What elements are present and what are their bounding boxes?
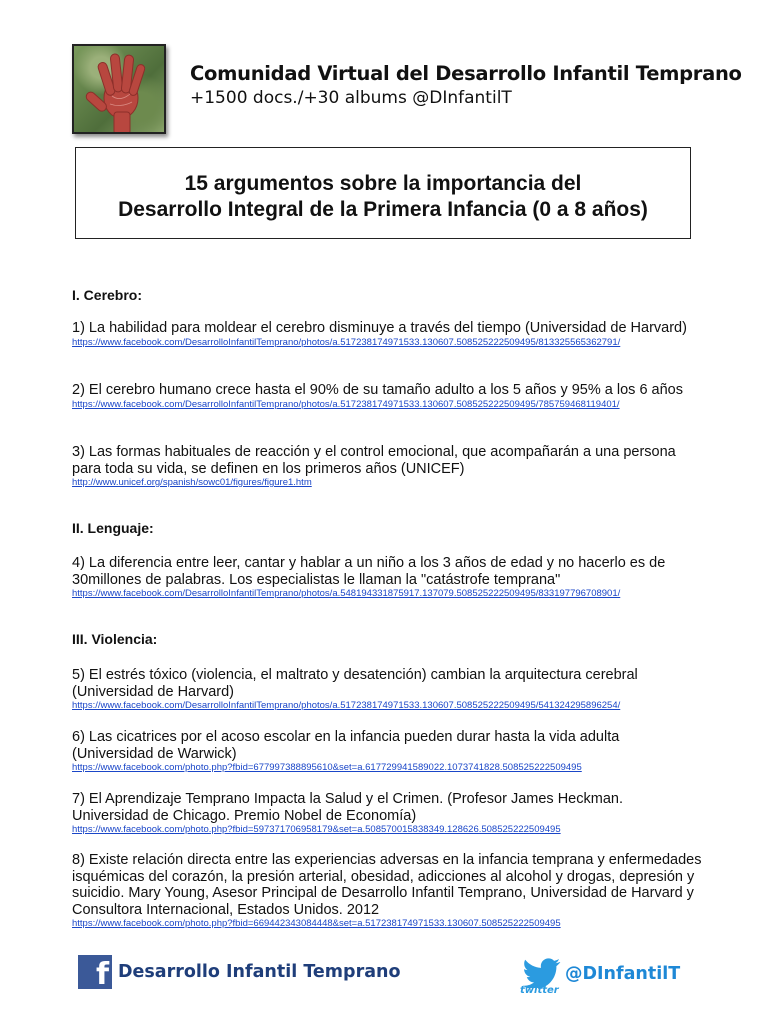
argument-text: 5) El estrés tóxico (violencia, el maltrato y desatención) cambian la arquitectura cerebral (Universidad de Harvard) [72,667,638,700]
argument-link[interactable]: https://www.facebook.com/photo.php?fbid=677997388895610&set=a.617729941589022.1073741828.508525222509495 [72,762,582,773]
argument-item [72,852,702,929]
document-title-line-1: 15 argumentos sobre la importancia del [184,172,582,195]
argument-text: 8) Existe relación directa entre las experiencias adversas en la infancia temprana y enfermedades isquémicas del corazón, la presión arterial, obesidad, adicciones al alcohol y drogas, depresión y suicidio. Mary Young, Asesor Principal de Desarrollo Infantil Temprano, Universidad de Harvard y Consultora Internacional, Estados Unidos. 2012 [72,852,702,918]
argument-item [72,729,702,773]
argument-text: 2) El cerebro humano crece hasta el 90% de su tamaño adulto a los 5 años y 95% a los 6 años [72,382,683,398]
argument-link[interactable]: https://www.facebook.com/DesarrolloInfantilTemprano/photos/a.548194331875917.137079.508525222509495/833197796708901/ [72,588,621,599]
argument-link[interactable]: https://www.facebook.com/DesarrolloInfantilTemprano/photos/a.517238174971533.130607.508525222509495/541324295896254/ [72,700,621,711]
facebook-page-label: Desarrollo Infantil Temprano [118,962,401,982]
argument-text: 4) La diferencia entre leer, cantar y hablar a un niño a los 3 años de edad y no hacerlo es de 30millones de palabras. Los especialistas le llaman la "catástrofe temprana" [72,555,666,588]
twitter-wordmark: twitter [520,985,559,996]
section-heading-cerebro: I. Cerebro: [72,287,143,303]
section-heading-violencia: III. Violencia: [72,631,158,647]
argument-item [72,320,702,348]
argument-item [72,667,702,711]
section-heading-lenguaje: II. Lenguaje: [72,520,154,536]
twitter-footer-link[interactable] [520,958,710,1000]
argument-link[interactable]: https://www.facebook.com/photo.php?fbid=669442343084448&set=a.517238174971533.130607.508525222509495 [72,918,561,929]
argument-item [72,555,702,599]
twitter-handle: @DInfantilT [565,964,681,984]
community-title: Comunidad Virtual del Desarrollo Infantil Temprano [190,62,742,85]
argument-text: 1) La habilidad para moldear el cerebro disminuye a través del tiempo (Universidad de Harvard) [72,320,687,336]
facebook-icon: f [78,955,112,989]
argument-text: 6) Las cicatrices por el acoso escolar en la infancia pueden durar hasta la vida adulta (Universidad de Warwick) [72,729,620,762]
argument-item [72,382,702,410]
argument-item [72,444,702,488]
document-title-line-2: Desarrollo Integral de la Primera Infancia (0 a 8 años) [118,198,648,221]
argument-item [72,791,702,835]
argument-link[interactable]: http://www.unicef.org/spanish/sowc01/figures/figure1.htm [72,477,312,488]
facebook-footer-link[interactable] [78,955,401,989]
community-subtitle: +1500 docs./+30 albums @DInfantilT [190,88,512,108]
hand-photo-icon [74,46,164,132]
twitter-bird-icon [522,958,562,988]
document-title-box [75,147,691,239]
argument-link[interactable]: https://www.facebook.com/photo.php?fbid=597371706958179&set=a.508570015838349.128626.508525222509495 [72,824,561,835]
header-hand-photo [72,44,166,134]
argument-text: 7) El Aprendizaje Temprano Impacta la Salud y el Crimen. (Profesor James Heckman. Universidad de Chicago. Premio Nobel de Economía) [72,791,623,824]
argument-link[interactable]: https://www.facebook.com/DesarrolloInfantilTemprano/photos/a.517238174971533.130607.508525222509495/813325565362791/ [72,336,621,348]
argument-link[interactable]: https://www.facebook.com/DesarrolloInfantilTemprano/photos/a.517238174971533.130607.508525222509495/785759468119401/ [72,398,620,410]
argument-text: 3) Las formas habituales de reacción y el control emocional, que acompañarán a una persona para toda su vida, se definen en los primeros años (UNICEF) [72,444,676,477]
